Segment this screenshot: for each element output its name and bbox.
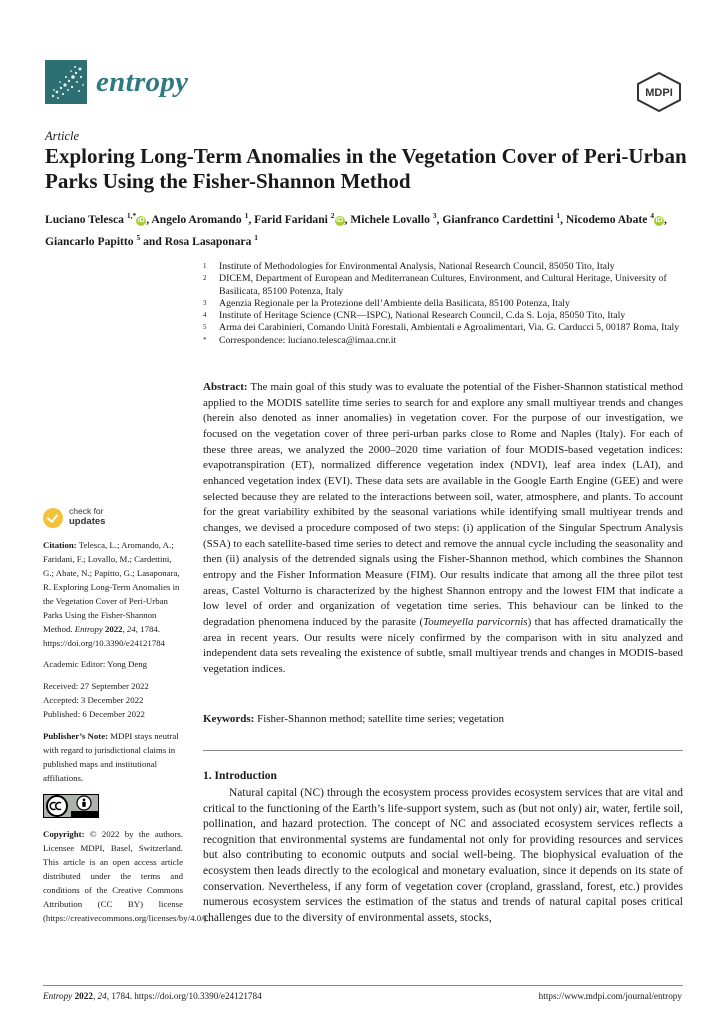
published-date: Published: 6 December 2022 — [43, 709, 145, 719]
article-type: Article — [45, 129, 80, 143]
accepted-date: Accepted: 3 December 2022 — [43, 695, 144, 705]
keywords-label: Keywords: — [203, 713, 255, 725]
affiliation-text: Institute of Methodologies for Environmental Analysis, National Research Council, 85050 Tito, Italy — [219, 261, 615, 272]
footer-journal: Entropy — [43, 991, 73, 1001]
copyright-text: © 2022 by the authors. Licensee MDPI, Basel, Switzerland. This article is an open access article distributed under the terms and conditions of the Creative Commons Attribution (CC BY) license (https://creativecommons.org/licenses/by/4.0/). — [43, 829, 209, 923]
citation-volume: 24 — [126, 624, 136, 634]
abstract-text-end: ) that has affected dramatically the area in recent years. Our results were nicely confirmed by the comparison with in situ analyzed and independent data sets revealing the existence of subtle, small multiyear trends and changes in MODIS-based vegetation indices. — [203, 616, 684, 676]
footer-volume: 24 — [97, 991, 107, 1001]
footer-divider — [43, 985, 683, 986]
cc-by-icon — [43, 794, 99, 818]
affiliation-item — [203, 322, 693, 334]
citation-journal: Entropy — [74, 624, 103, 634]
copyright-label: Copyright: — [43, 829, 85, 839]
affiliation-item — [203, 298, 693, 310]
affiliation-number: 3 — [203, 298, 207, 307]
species-name: Toumeyella parvicornis — [423, 616, 528, 629]
affiliation-list — [203, 261, 693, 347]
check-for-updates-button[interactable] — [43, 506, 153, 530]
orcid-icon[interactable]: iD — [655, 216, 663, 224]
mdpi-logo — [636, 72, 682, 112]
footer-year: 2022 — [72, 991, 93, 1001]
section-heading: 1. Introduction — [203, 770, 277, 782]
introduction-paragraph — [203, 786, 683, 926]
affiliation-item — [203, 310, 693, 322]
orcid-icon[interactable]: iD — [137, 216, 145, 224]
affiliation-text: Institute of Heritage Science (CNR—ISPC), National Research Council, C.da S. Loja, 85050 Tito, Italy — [219, 310, 626, 322]
citation-doi[interactable]: , 1784. https://doi.org/10.3390/e24121784 — [43, 624, 166, 648]
author-affiliation-marker: 1,* — [126, 211, 137, 220]
citation-year: 2022 — [102, 624, 123, 634]
academic-editor: Academic Editor: Yong Deng — [43, 659, 148, 669]
footer-citation — [43, 991, 262, 1001]
publisher-note-text: MDPI stays neutral with regard to jurisdictional claims in published maps and institutional affiliations. — [43, 731, 179, 783]
mdpi-logo-text: MDPI — [645, 87, 673, 99]
received-date: Received: 27 September 2022 — [43, 681, 149, 691]
author-affiliation-marker: 2 — [330, 211, 335, 220]
footer-sep: , — [92, 991, 98, 1001]
publisher-note — [43, 729, 183, 785]
citation-text: Telesca, L.; Aromando, A.; Faridani, F.; Lovallo, M.; Cardettini, G.; Abate, N.; Papitto, G.; Lasaponara, R. Exploring Long-Term Anomalies in the Vegetation Cover of Peri-Urban Parks Using the Fisher-Shannon Method. — [43, 540, 180, 634]
author-affiliation-marker: 1 — [244, 211, 249, 220]
author-name: Nicodemo Abate — [565, 212, 648, 226]
publication-dates — [43, 679, 183, 721]
affiliation-number: 5 — [203, 323, 207, 332]
citation — [43, 538, 183, 650]
author-affiliation-marker: 3 — [432, 211, 437, 220]
journal-name: entropy — [96, 66, 189, 98]
keywords — [203, 712, 683, 727]
author-affiliation-marker: 5 — [136, 232, 141, 242]
citation-label: Citation: — [43, 540, 77, 550]
affiliation-number: 1 — [203, 262, 207, 270]
cc-by-license-badge[interactable] — [43, 794, 99, 818]
journal-logo — [45, 60, 87, 104]
affiliation-text: DICEM, Department of European and Mediterranean Cultures, Environment, and Cultural Heritage, University of Basilicata, 85100 Potenza, Italy — [219, 273, 667, 297]
author-affiliation-marker: 1 — [556, 211, 561, 220]
author-name: Luciano Telesca — [45, 212, 124, 226]
journal-logo-icon — [45, 60, 87, 104]
author-name: Angelo Aromando — [151, 212, 242, 226]
footer-doi[interactable]: , 1784. https://doi.org/10.3390/e24121784 — [106, 991, 262, 1001]
author-list: Luciano Telesca $^{1,*}$iD , Angelo Aromando $^1$, Farid Faridani $^2$iD , Michele Lovallo $^3$, Gianfranco Cardettini $^1$, Nicodemo Abate $^4$iD , Giancarlo Papitto $^5$ and Rosa Lasaponara $^1$ — [45, 211, 667, 248]
mdpi-logo-icon — [636, 72, 682, 112]
keywords-text: Fisher-Shannon method; satellite time series; vegetation — [254, 713, 504, 725]
author-affiliation-marker: 4 — [650, 211, 655, 220]
section-divider — [203, 750, 683, 751]
affiliation-number: 2 — [203, 274, 207, 283]
check-updates-text: check for — [69, 506, 104, 516]
footer-journal-url[interactable]: https://www.mdpi.com/journal/entropy — [538, 991, 682, 1001]
author-name: Gianfranco Cardettini — [442, 212, 554, 226]
paper-title: Exploring Long-Term Anomalies in the Vegetation Cover of Peri-Urban Parks Using the Fisher-Shannon Method — [45, 144, 687, 193]
check-updates-label: updates — [69, 516, 106, 527]
affiliation-item — [203, 261, 693, 273]
abstract — [203, 380, 683, 678]
abstract-label: Abstract: — [203, 381, 248, 393]
affiliation-item — [203, 335, 693, 347]
citation-sep: , — [122, 624, 127, 634]
copyright-notice — [43, 827, 209, 925]
abstract-text: The main goal of this study was to evaluate the potential of the Fisher-Shannon statistical method applied to the MODIS satellite time series to search for and explore any small multiyear trends and changes (herein also denoted as inner anomalies) in vegetation cover. For the purpose of our investigation, we focused on the vegetation cover of three peri-urban parks close to Rome and Naples (Italy). For each of these three areas, we analyzed the 2000–2020 time variation of four MODIS-based vegetation indices: evapotranspiration (ET), normalized difference vegetation index (NDVI), leaf area index (LAI), and enhanced vegetation index (EVI). These data sets are available in the Google Earth Engine (GEE) and were selected because they are related to the interactions between soil, water, atmosphere, and plants. To account for the great variability exhibited by the seasonal variations while identifying small multiyear trends and changes, we devised a procedure composed of two steps: (i) application of the Singular Spectrum Analysis (SSA) to each satellite-based time series to detect and remove the annual cycle including the seasonality and then (ii) analysis of the detrended signals using the Fisher-Shannon method, which combines the Shannon entropy and the Fisher Information Measure (FIM). Our results indicate that among all the three pilot test areas, Castel Volturno is characterized by the highest Shannon entropy and the lowest FIM that indicate a low level of order and organization of vegetation time series. This behaviour can be linked to the degradation phenomena induced by the parasite ( — [203, 381, 683, 629]
author-affiliation-marker: 1 — [254, 232, 259, 242]
affiliation-text: Correspondence: luciano.telesca@imaa.cnr.it — [219, 334, 397, 346]
author-name: Giancarlo Papitto — [45, 234, 134, 248]
affiliation-text: Agenzia Regionale per la Protezione dell’Ambiente della Basilicata, 85100 Potenza, Italy — [219, 297, 570, 309]
author-name: Rosa Lasaponara — [164, 234, 252, 248]
orcid-icon[interactable]: iD — [336, 216, 344, 224]
check-icon — [43, 508, 63, 528]
publisher-note-label: Publisher’s Note: — [43, 731, 109, 741]
author-name: Michele Lovallo — [350, 212, 430, 226]
affiliation-number: * — [203, 335, 207, 344]
affiliation-number: 4 — [203, 311, 207, 320]
affiliation-text: Arma dei Carabinieri, Comando Unità Forestali, Ambientali e Agroalimentari, Via. G. Carducci 5, 00187 Roma, Italy — [219, 322, 680, 334]
introduction-text: Natural capital (NC) through the ecosystem process provides ecosystem services that are vital and critical to the functioning of the Earth’s life-support system, such as (but not only) air, water, fertile soil, pollination, and hazard protection. The concept of NC and associated ecosystem services reflects a recognition that environmental systems are fundamental not only for providing resources and services but also contributing to economic outputs and social well-being. The biophysical evaluation of the ecosystem then leads directly to the ecological and monetary evaluation, since it depends on its state of conservation. Nevertheless, if any form of vegetation cover (cropland, grassland, forest, etc.) provides numerous ecosystem services the estimation of the status and trends of natural capital poses critical challenges due to the diversity of environmental assets, stocks, — [203, 787, 683, 924]
author-name: Farid Faridani — [254, 212, 328, 226]
affiliation-item — [203, 273, 693, 298]
